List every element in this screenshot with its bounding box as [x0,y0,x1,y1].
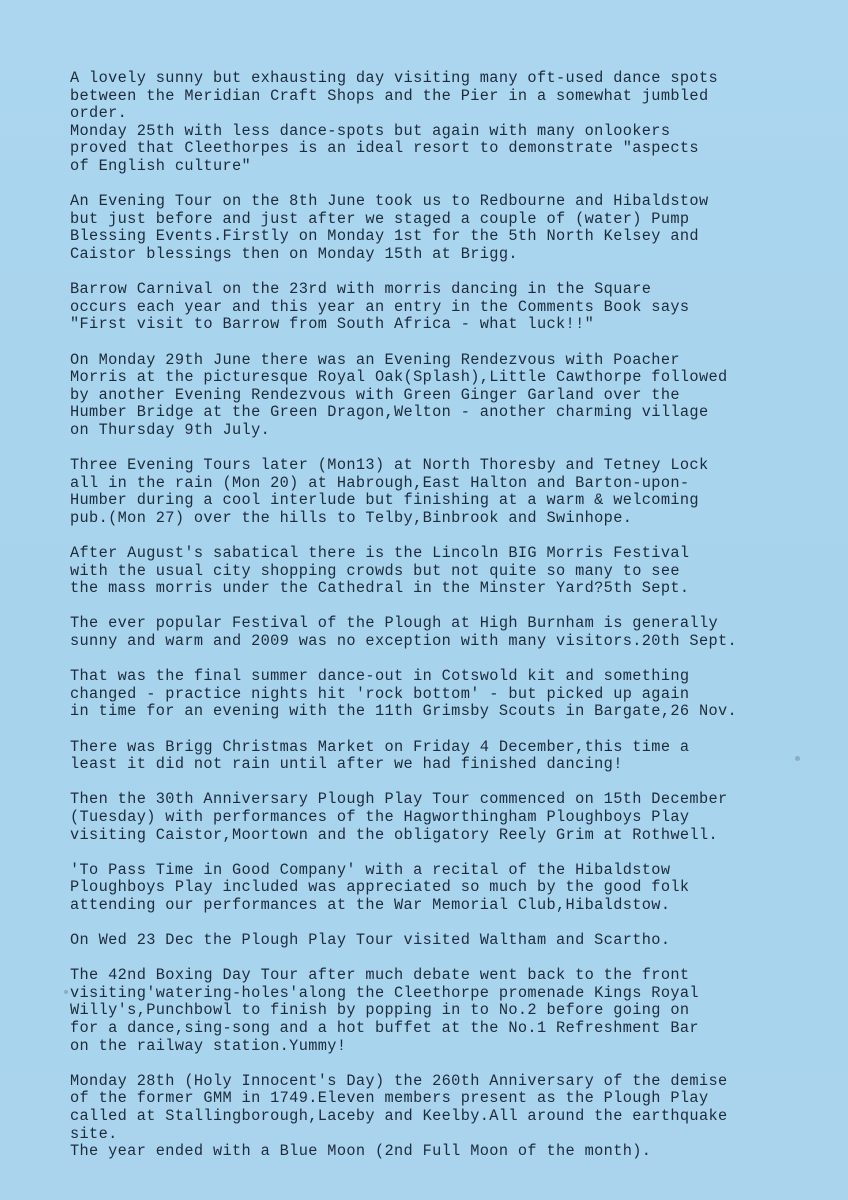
text-line: visiting'watering-holes'along the Cleethorpe promenade Kings Royal [70,983,699,1002]
text-line: The 42nd Boxing Day Tour after much debate went back to the front [70,966,690,985]
paragraph [70,70,810,176]
text-line: the mass morris under the Cathedral in the Minster Yard?5th Sept. [70,579,690,598]
text-line: site. [70,1124,118,1143]
text-line: Then the 30th Anniversary Plough Play Tour commenced on 15th December [70,790,728,809]
text-line: of the former GMM in 1749.Eleven members present as the Plough Play [70,1089,709,1108]
text-line: There was Brigg Christmas Market on Friday 4 December,this time a [70,737,690,756]
text-line: On Wed 23 Dec the Plough Play Tour visited Waltham and Scartho. [70,931,671,950]
text-line: on the railway station.Yummy! [70,1036,347,1055]
paragraph [70,1073,810,1161]
text-line: visiting Caistor,Moortown and the obligatory Reely Grim at Rothwell. [70,825,719,844]
text-line: proved that Cleethorpes is an ideal resort to demonstrate "aspects [70,139,699,158]
text-line: An Evening Tour on the 8th June took us to Redbourne and Hibaldstow [70,192,709,211]
text-line: in time for an evening with the 11th Grimsby Scouts in Bargate,26 Nov. [70,702,738,721]
paragraph [70,457,810,527]
text-line: (Tuesday) with performances of the Hagworthingham Ploughboys Play [70,807,690,826]
text-line: Willy's,Punchbowl to finish by popping in to No.2 before going on [70,1001,690,1020]
paragraph [70,668,810,721]
text-line: for a dance,sing-song and a hot buffet at the No.1 Refreshment Bar [70,1019,699,1038]
paragraph [70,967,810,1055]
text-line: That was the final summer dance-out in Cotswold kit and something [70,667,690,686]
text-line: called at Stallingborough,Laceby and Keelby.All around the earthquake [70,1107,728,1126]
text-line: pub.(Mon 27) over the hills to Telby,Binbrook and Swinhope. [70,508,633,527]
text-line: Ploughboys Play included was appreciated so much by the good folk [70,878,690,897]
text-line: attending our performances at the War Memorial Club,Hibaldstow. [70,895,671,914]
paper-speck [64,990,68,994]
text-line: with the usual city shopping crowds but not quite so many to see [70,561,680,580]
text-line: Humber during a cool interlude but finishing at a warm & welcoming [70,491,699,510]
text-line: Three Evening Tours later (Mon13) at North Thoresby and Tetney Lock [70,456,709,475]
text-line: occurs each year and this year an entry in the Comments Book says [70,297,690,316]
text-line: order. [70,104,128,123]
paragraph [70,615,810,650]
paragraph [70,739,810,774]
text-line: Caistor blessings then on Monday 15th at Brigg. [70,244,518,263]
text-line: of English culture" [70,156,252,175]
text-line: Monday 28th (Holy Innocent's Day) the 260th Anniversary of the demise [70,1071,728,1090]
text-line: 'To Pass Time in Good Company' with a recital of the Hibaldstow [70,860,671,879]
paragraph [70,932,810,950]
paragraph [70,791,810,844]
text-line: Morris at the picturesque Royal Oak(Splash),Little Cawthorpe followed [70,368,728,387]
text-line: on Thursday 9th July. [70,420,271,439]
text-line: Monday 25th with less dance-spots but again with many onlookers [70,121,671,140]
text-line: sunny and warm and 2009 was no exception with many visitors.20th Sept. [70,632,738,650]
text-line: Barrow Carnival on the 23rd with morris dancing in the Square [70,280,652,299]
text-line: On Monday 29th June there was an Evening Rendezvous with Poacher [70,350,680,369]
text-line: The year ended with a Blue Moon (2nd Full Moon of the month). [70,1142,652,1161]
text-line: Humber Bridge at the Green Dragon,Welton - another charming village [70,403,709,422]
paragraph [70,193,810,263]
paragraph [70,281,810,334]
text-line: by another Evening Rendezvous with Green Ginger Garland over the [70,385,680,404]
text-line: After August's sabatical there is the Lincoln BIG Morris Festival [70,544,690,563]
text-line: Blessing Events.Firstly on Monday 1st for the 5th North Kelsey and [70,227,699,246]
paragraph [70,862,810,915]
text-line: but just before and just after we staged a couple of (water) Pump [70,209,690,228]
text-line: least it did not rain until after we had finished dancing! [70,755,623,774]
text-line: "First visit to Barrow from South Africa - what luck!!" [70,315,595,334]
paragraph [70,545,810,598]
text-line: between the Meridian Craft Shops and the Pier in a somewhat jumbled [70,86,709,105]
text-line: all in the rain (Mon 20) at Habrough,East Halton and Barton-upon- [70,473,690,492]
paragraph [70,352,810,440]
text-line: The ever popular Festival of the Plough at High Burnham is generally [70,614,719,633]
text-line: changed - practice nights hit 'rock bottom' - but picked up again [70,684,690,703]
text-line: A lovely sunny but exhausting day visiting many oft-used dance spots [70,69,719,87]
document-body [70,70,810,1178]
